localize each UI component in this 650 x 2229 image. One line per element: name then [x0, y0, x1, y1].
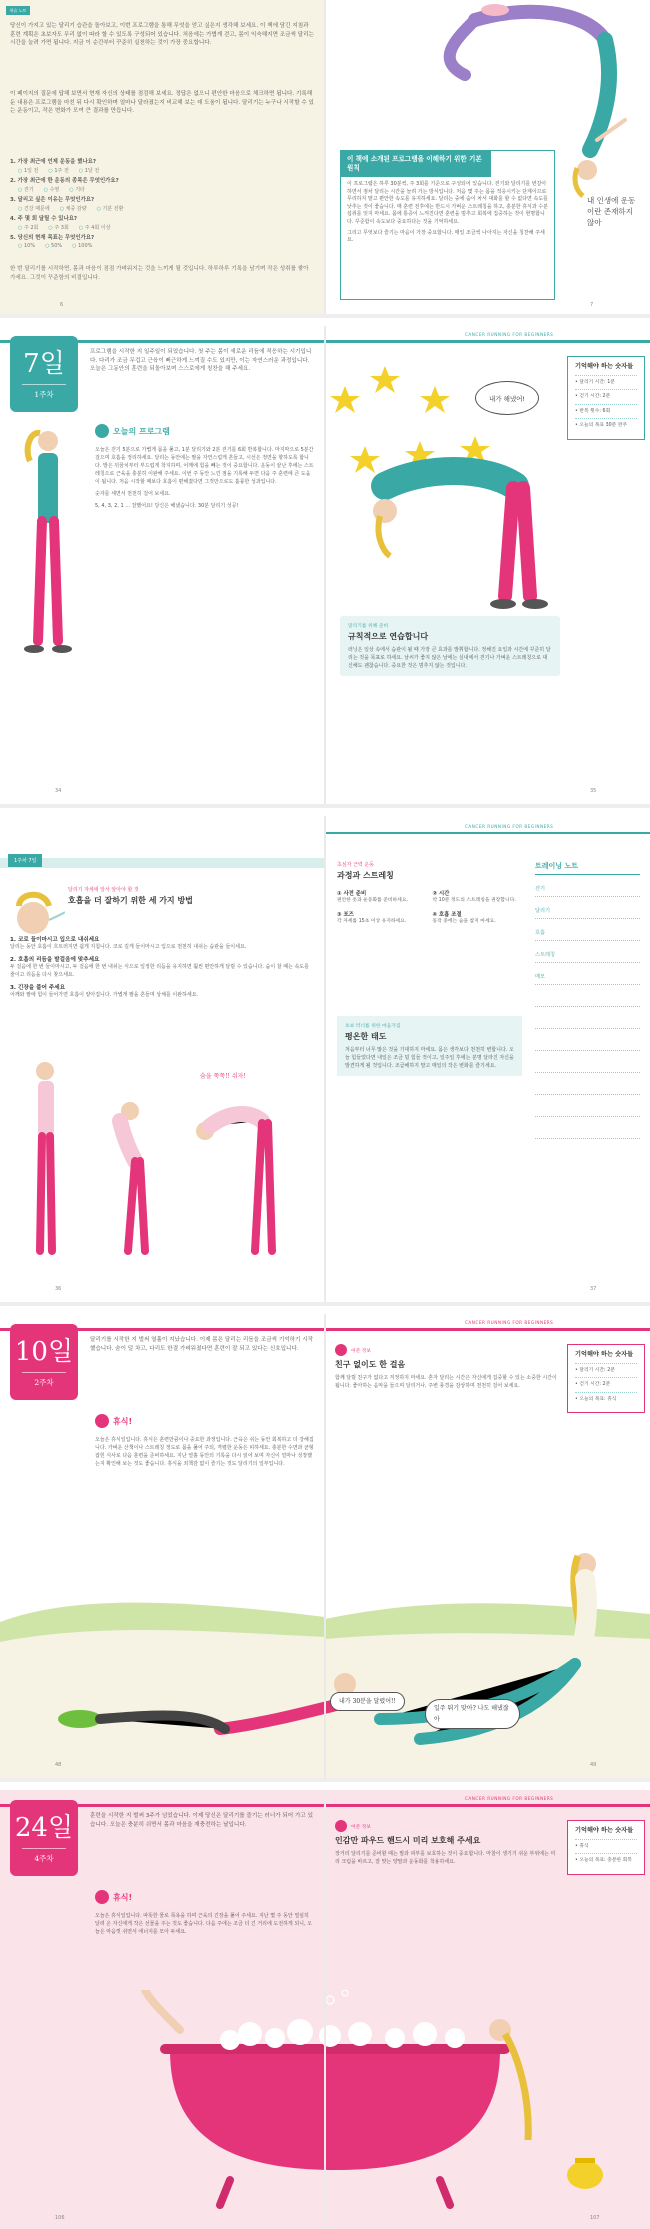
principles-box: [340, 150, 555, 300]
stretch-grid-item: ④ 호흡 조절 동작 중에는 숨을 참지 마세요.: [432, 912, 496, 924]
note-line[interactable]: [535, 1029, 640, 1051]
day-badge: [10, 336, 78, 412]
note-line[interactable]: 메모: [535, 963, 640, 985]
breathing-poses-illustration: [0, 1051, 325, 1281]
page-number-right: 107: [590, 2215, 600, 2221]
spread-1: [0, 0, 650, 318]
question-5: 5. 당신의 현재 목표는 무엇인가요?: [10, 235, 95, 241]
gutter: [324, 0, 326, 314]
breathing-label: 달리기 자세에 앞서 알아야 할 것: [68, 887, 139, 893]
note-line[interactable]: [535, 1095, 640, 1117]
day-intro: 훈련을 시작한 지 벌써 3주가 넘었습니다. 이제 당신은 달리기를 즐기는 러너가 되어 가고 있습니다. 오늘은 충분히 쉬면서 몸과 마음을 재충전하는 날입니다.: [90, 1813, 313, 1828]
spread-4: [0, 1314, 650, 1782]
gutter: [324, 1790, 326, 2229]
note-line[interactable]: [535, 1007, 640, 1029]
note-line[interactable]: [535, 1073, 640, 1095]
stretch-section: [337, 861, 522, 925]
week-label: 1주차: [22, 384, 66, 400]
practice-label: 달리기를 위해 준비: [348, 624, 389, 629]
program-body-2: 숫자를 세면서 천천히 걸어 보세요.: [95, 491, 171, 497]
options-4[interactable]: ○ 주 2회 ○ 주 3회 ○ 주 4회 이상: [18, 224, 315, 231]
header-band-right: [325, 340, 650, 343]
gutter: [324, 1314, 326, 1778]
alert-icon: [335, 1344, 347, 1356]
rest-title-row: [95, 1890, 315, 1904]
spread-2: [0, 326, 650, 808]
breathing-item-title: 3. 긴장을 풀어 주세요: [10, 985, 66, 991]
rest-title-row: [95, 1414, 315, 1428]
stretch-title: 과정과 스트레칭: [337, 871, 394, 880]
sidebox-row: • 반복 횟수: 6회: [575, 404, 637, 419]
right-page: [325, 0, 650, 314]
attitude-box: [337, 1016, 522, 1076]
page-number-right: 7: [590, 302, 594, 308]
sidebox-row: • 휴식: [575, 1839, 637, 1854]
stretch-grid-item: ② 시간 약 10분 정도의 스트레칭을 권장합니다.: [432, 891, 516, 903]
rest-section: [95, 1890, 315, 1936]
program-body: 오늘은 걷기 5분으로 가볍게 몸을 풀고, 1분 달리기와 2분 걷기를 6회 반복합니다. 마지막으로 5분간 걸으며 호흡을 정리하세요. 달리는 동안에는 팔을 자연스럽게 흔들고, 시선은 정면을 향하도록 합니다. 발은 뒤꿈치부터 부드럽게 착지하며, 어깨에 힘을 빼는 것이 중요합니다. 운동이 끝난 후에는 스트레칭으로 근육을 충분히 이완해 주세요. 이번 주 동안 느낀 점을 기록해 두면 다음 주 훈련에 큰 도움이 됩니다. 처음 시작할 때보다 호흡이 편해졌다면 그것만으로도 훌륭한 성과입니다.: [95, 447, 314, 485]
sidebox-row: • 걷기 시간: 2분: [575, 389, 637, 404]
page-number-left: 48: [55, 1762, 62, 1768]
sidebox-row: • 오늘의 목표: 휴식: [575, 1392, 637, 1407]
stretch-grid-item: ① 사전 준비 편안한 옷과 운동화를 준비하세요.: [337, 891, 408, 903]
sidebox-title: 기억해야 하는 숫자들: [575, 1827, 634, 1834]
friend-title: 친구 없이도 한 걸음: [335, 1360, 406, 1369]
header-band-right: [325, 832, 650, 834]
handwritten-note: 내 인생에 운동이란 존재하지 않아: [587, 196, 636, 227]
breathing-handnote: 숨을 쭉쭉!! 쉬자!: [200, 1073, 246, 1080]
question-2: 2. 가장 최근에 한 운동의 종목은 무엇인가요?: [10, 178, 119, 184]
stopwatch-icon: [95, 424, 109, 438]
day-number: 24일: [14, 1813, 74, 1843]
page-number-left: 34: [55, 788, 62, 794]
handnote-1: 내가 30분을 달렸어!!: [330, 1692, 405, 1711]
alert-icon: [335, 1820, 347, 1832]
stretch-label: 초심자 근력 운동: [337, 862, 374, 868]
program-body-3: 5, 4, 3, 2, 1 ... 잘했어요! 당신은 해냈습니다. 30분 달리기 성공!: [95, 503, 239, 509]
numbers-sidebox: [567, 1344, 645, 1413]
protect-label: 여분 정보: [351, 1824, 372, 1830]
page-number-left: 106: [55, 2215, 65, 2221]
week-tab: [0, 858, 325, 868]
rest-body: 오늘은 휴식일입니다. 휴식은 훈련만큼이나 중요한 과정입니다. 근육은 쉬는 동안 회복하고 더 강해집니다. 가벼운 산책이나 스트레칭 정도로 몸을 풀어 주되, 격렬한 운동은 피하세요. 충분한 수면과 균형 잡힌 식사로 다음 훈련을 준비하세요. 지난 열흘 동안의 기록을 다시 읽어 보며 자신이 얼마나 성장했는지 확인해 보는 것도 좋습니다. 휴식을 죄책감 없이 즐기는 것도 달리기의 일부입니다.: [95, 1437, 314, 1467]
options-5[interactable]: ○ 10% ○ 50% ○ 100%: [18, 243, 315, 249]
week-label: 2주차: [22, 1372, 66, 1388]
numbers-sidebox: [567, 356, 645, 440]
page-number-right: 35: [590, 788, 597, 794]
day-number: 10일: [14, 1337, 74, 1367]
breathing-item-body: 어깨와 팔에 힘이 들어가면 호흡이 얕아집니다. 가볍게 팔을 흔들며 상체를 이완하세요.: [10, 992, 199, 998]
sidebox-row: • 오늘의 목표 30분 완주: [575, 418, 637, 433]
note-line[interactable]: 스트레칭: [535, 941, 640, 963]
left-page: [0, 816, 325, 1302]
intro-text-2: 이 페이지의 질문에 답해 보면서 현재 자신의 상태를 점검해 보세요. 정답은 없으니 편안한 마음으로 체크하면 됩니다. 기록해 둔 내용은 프로그램을 마친 뒤 다시 확인하며 얼마나 달라졌는지 비교해 보는 데 도움이 됩니다. 달리기는 누구나 시작할 수 있는 운동이고, 작은 변화가 모여 큰 결과를 만듭니다.: [10, 91, 314, 115]
left-tab: 학습 노트: [6, 6, 30, 15]
sidebox-row: • 달리기 시간: 1분: [575, 375, 637, 390]
breathing-items: [10, 931, 310, 999]
breathing-item-title: 2. 호흡의 리듬을 발걸음에 맞추세요: [10, 957, 100, 963]
sidebox-row: • 걷기 시간: 2분: [575, 1377, 637, 1392]
attitude-title: 평온한 태도: [345, 1032, 387, 1041]
week-label: 4주차: [22, 1848, 66, 1864]
friend-box: [335, 1344, 560, 1390]
note-line[interactable]: 호흡: [535, 919, 640, 941]
intro-text: 당신이 가지고 있는 달리기 습관을 돌아보고, 이번 프로그램을 통해 무엇을 얻고 싶은지 생각해 보세요. 이 책에 담긴 지침과 훈련 계획은 초보자도 무리 없이 따라 할 수 있도록 구성되어 있습니다. 처음에는 가볍게 걷고, 몸이 익숙해지면 조금씩 달리는 시간을 늘려 가면 됩니다. 지금 이 순간부터 꾸준히 실천하는 것이 가장 중요합니다.: [10, 23, 314, 47]
questionnaire: [10, 158, 315, 252]
options-3[interactable]: ○ 건강 때문에 ○ 체중 감량 ○ 기분 전환: [18, 205, 315, 212]
header-band-right: [325, 1328, 650, 1331]
question-3: 3. 달리고 싶은 이유는 무엇인가요?: [10, 197, 95, 203]
friend-label: 여분 정보: [351, 1348, 372, 1354]
right-page: [325, 326, 650, 804]
week-tab-label: 1주차 7일: [8, 854, 42, 867]
program-section: [95, 424, 315, 510]
clock-icon: [95, 1414, 109, 1428]
numbers-sidebox: [567, 1820, 645, 1875]
rest-body: 오늘은 휴식일입니다. 따뜻한 물로 목욕을 하며 근육의 긴장을 풀어 주세요. 지난 몇 주 동안 열심히 달려 온 자신에게 작은 선물을 주는 것도 좋습니다. 다음 주에는 조금 더 긴 거리에 도전하게 되니, 오늘은 마음껏 쉬면서 에너지를 모아 두세요.: [95, 1913, 312, 1935]
footnote: 한 번 달리기를 시작하면, 몸과 마음이 점점 가벼워지는 것을 느끼게 될 것입니다. 하루하루 기록을 남기며 작은 성취를 쌓아 가세요. 그것이 꾸준함의 비결입니다.: [10, 266, 309, 281]
running-caption: CANCER RUNNING FOR BEGINNERS: [465, 1796, 554, 1801]
handnote-2: 일주 뛰기 맞아? 나도 해냈잖아: [425, 1699, 520, 1729]
standing-woman-illustration: [0, 421, 90, 781]
gutter: [324, 326, 326, 804]
day-intro: 달리기를 시작한 지 벌써 열흘이 지났습니다. 이제 몸은 달리는 리듬을 조금씩 기억하기 시작했습니다. 숨이 덜 차고, 다리도 한결 가벼워졌다면 훈련이 잘 되고 있다는 신호입니다.: [90, 1337, 314, 1352]
question-1: 1. 가장 최근에 언제 운동을 했나요?: [10, 159, 97, 165]
principles-box-body: 이 프로그램은 하루 30분씩, 주 3회를 기준으로 구성되어 있습니다. 걷기와 달리기를 번갈아 하면서 점차 달리는 시간을 늘려 가는 방식입니다. 처음 몇 주는 몸을 적응시키는 단계이므로 무리하지 말고 편안한 속도를 유지하세요. 달리는 중에 숨이 차서 대화를 할 수 없다면 속도를 낮추는 것이 좋습니다. 매 훈련 전후에는 반드시 가벼운 스트레칭을 하고, 충분한 휴식과 수분 섭취를 잊지 마세요. 몸에 통증이 느껴진다면 훈련을 멈추고 회복에 집중하는 것이 현명합니다. 꾸준함이 속도보다 중요하다는 것을 기억하세요.: [347, 181, 548, 225]
program-title-row: [95, 424, 315, 438]
page-number-right: 49: [590, 1762, 597, 1768]
header-band-right: [325, 1804, 650, 1807]
sidebox-row: • 달리기 시간: 2분: [575, 1363, 637, 1378]
spread-5: [0, 1790, 650, 2229]
friend-label-row: [335, 1344, 560, 1356]
day-badge: [10, 1800, 78, 1876]
sidebox-row: • 오늘의 목표: 충분한 회복: [575, 1853, 637, 1868]
program-title: 오늘의 프로그램: [113, 426, 170, 436]
day-intro: 프로그램을 시작한 지 일주일이 되었습니다. 첫 주는 몸이 새로운 리듬에 적응하는 시기입니다. 다리가 조금 무겁고 근육이 뻐근하게 느껴질 수도 있지만, 이는 자연스러운 과정입니다. 오늘은 그동안의 훈련을 되돌아보며 스스로에게 칭찬을 해 주세요.: [90, 349, 312, 373]
page-number-left: 36: [55, 1286, 62, 1292]
stretch-grid: [337, 889, 522, 925]
page-number-left: 6: [60, 302, 64, 308]
rest-section: [95, 1414, 315, 1468]
left-page: [0, 0, 325, 314]
practice-box: [340, 616, 560, 676]
principles-box-body-2: 그리고 무엇보다 즐기는 마음이 가장 중요합니다. 매일 조금씩 나아지는 자신을 칭찬해 주세요.: [347, 229, 545, 244]
running-caption: CANCER RUNNING FOR BEGINNERS: [465, 1320, 554, 1325]
practice-title: 규칙적으로 연습합니다: [348, 632, 429, 641]
spread-3: [0, 816, 650, 1306]
breathing-item-body: 달리는 동안 호흡이 흐트러지면 쉽게 지칩니다. 코로 깊게 들이마시고 입으로 천천히 내쉬는 습관을 들이세요.: [10, 944, 247, 950]
practice-body: 러닝은 일상 속에서 습관이 될 때 가장 큰 효과를 발휘합니다. 정해진 요일과 시간에 꾸준히 달리는 것을 목표로 하세요. 날씨가 좋지 않은 날에는 실내에서 걷기나 가벼운 스트레칭으로 대신해도 괜찮습니다. 중요한 것은 멈추지 않는 것입니다.: [348, 647, 551, 669]
running-caption: CANCER RUNNING FOR BEGINNERS: [465, 824, 554, 829]
day-number: 7일: [23, 349, 65, 379]
note-line[interactable]: 걷기: [535, 875, 640, 897]
training-notes: [535, 861, 640, 1139]
running-caption: CANCER RUNNING FOR BEGINNERS: [465, 332, 554, 337]
breathing-title: 호흡을 더 잘하기 위한 세 가지 방법: [68, 896, 193, 905]
left-page: [0, 326, 325, 804]
attitude-body: 처음부터 너무 많은 것을 기대하지 마세요. 몸은 생각보다 천천히 변합니다. 오늘 힘들었다면 내일은 조금 덜 힘들 것이고, 일주일 후에는 분명 달라진 자신을 발견하게 될 것입니다. 조급해하지 말고 매일의 작은 변화를 즐기세요.: [345, 1047, 514, 1069]
protect-body: 장거리 달리기를 준비할 때는 발과 피부를 보호하는 것이 중요합니다. 마찰이 생기기 쉬운 부위에는 미리 크림을 바르고, 잘 맞는 양말과 운동화를 착용하세요.: [335, 1851, 556, 1865]
question-4: 4. 주 몇 회 달릴 수 있나요?: [10, 216, 78, 222]
notes-title: 트레이닝 노트: [535, 861, 640, 875]
speech-bubble: 내가 해냈어!: [475, 381, 539, 415]
sidebox-title: 기억해야 하는 숫자들: [575, 1351, 634, 1358]
clock-icon: [95, 1890, 109, 1904]
rest-title: 휴식!: [113, 1892, 133, 1902]
protect-box: [335, 1820, 560, 1866]
right-page: [325, 816, 650, 1302]
note-line[interactable]: [535, 1117, 640, 1139]
friend-body: 함께 달릴 친구가 없다고 걱정하지 마세요. 혼자 달리는 시간은 자신에게 집중할 수 있는 소중한 시간이 됩니다. 좋아하는 음악을 들으며 달리거나, 주변 풍경을 감상하며 천천히 걸어 보세요.: [335, 1375, 557, 1389]
options-2[interactable]: ○ 걷기 ○ 수영 ○ 기타: [18, 186, 315, 193]
gutter: [324, 816, 326, 1302]
stretch-grid-item: ③ 포즈 각 자세를 15초 이상 유지하세요.: [337, 912, 407, 924]
breathing-section: [68, 886, 313, 906]
note-line[interactable]: [535, 985, 640, 1007]
protect-label-row: [335, 1820, 560, 1832]
day-badge: [10, 1324, 78, 1400]
note-line[interactable]: 달리기: [535, 897, 640, 919]
sidebox-title: 기억해야 하는 숫자들: [575, 363, 634, 370]
attitude-label: 초보 러너를 위한 마음가짐: [345, 1024, 401, 1029]
page-number-right: 37: [590, 1286, 597, 1292]
principles-box-title: 이 책에 소개된 프로그램을 이해하기 위한 기본 원칙: [341, 151, 491, 177]
options-1[interactable]: ○ 1일 전 ○ 1주 전 ○ 1달 전: [18, 167, 315, 174]
breathing-item-body: 두 걸음에 한 번 들이마시고, 두 걸음에 한 번 내쉬는 식으로 일정한 리듬을 유지하면 훨씬 편안하게 달릴 수 있습니다. 숨이 찰 때는 속도를 줄이고 리듬을 다시 찾으세요.: [10, 964, 309, 978]
note-line[interactable]: [535, 1051, 640, 1073]
protect-title: 인감만 파우드 핸드시 미리 보호해 주세요: [335, 1836, 481, 1845]
rest-title: 휴식!: [113, 1416, 133, 1426]
breathing-item-title: 1. 코로 들이마시고 입으로 내쉬세요: [10, 937, 100, 943]
